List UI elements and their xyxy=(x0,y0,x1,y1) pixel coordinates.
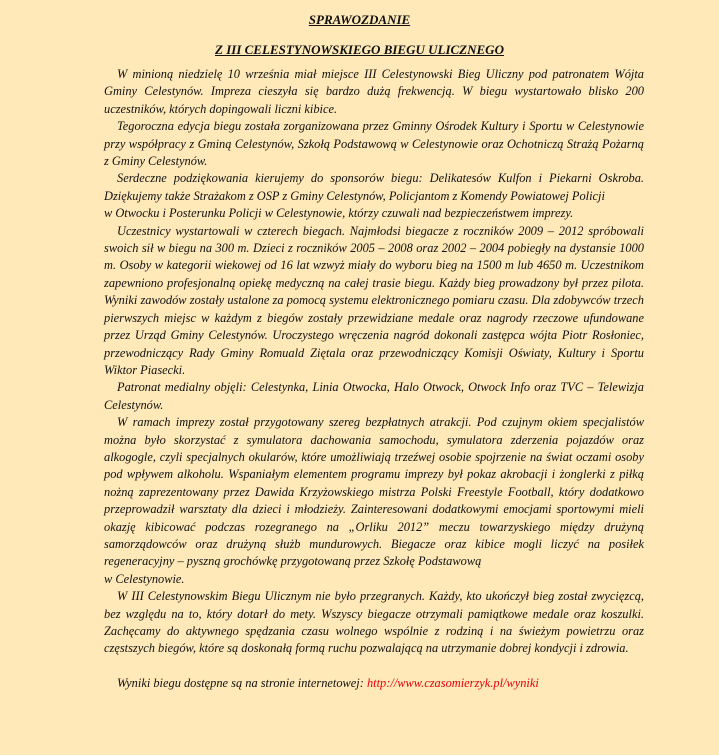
paragraph-media-patrons: Patronat medialny objęli: Celestynka, Linia Otwocka, Halo Otwock, Otwock Info oraz TVC – Telewizja Celestynów. xyxy=(104,380,644,412)
paragraph-intro: W minioną niedzielę 10 września miał miejsce III Celestynowski Bieg Uliczny pod patronatem Wójta Gminy Celestynów. Impreza cieszyła się bardzo dużą frekwencją. W biegu wystartowało blisko 200 uczestników, których dopingowali liczni kibice. xyxy=(104,67,644,116)
results-text: Wyniki biegu dostępne są na stronie internetowej: xyxy=(117,675,367,690)
report-body xyxy=(104,66,644,692)
results-line xyxy=(104,675,644,692)
paragraph-thanks-continued: w Otwocku i Posterunku Policji w Celestynowie, którzy czuwali nad bezpieczeństwem imprezy. xyxy=(104,206,574,221)
paragraph-attractions-continued: w Celestynowie. xyxy=(104,571,185,586)
results-link[interactable]: http://www.czasomierzyk.pl/wyniki xyxy=(366,675,539,690)
paragraph-thanks: Serdeczne podziękowania kierujemy do sponsorów biegu: Delikatesów Kulfon i Piekarni Oskroba. Dziękujemy także Strażakom z OSP z Gminy Celestynów, Policjantom z Komendy Powiatowej Policji xyxy=(104,171,644,203)
report-title xyxy=(0,12,719,58)
paragraph-closing: W III Celestynowskim Biegu Ulicznym nie było przegranych. Każdy, kto ukończył bieg został zwycięzcą, bez względu na to, który dotarł do mety. Wszyscy biegacze otrzymali pamiątkowe medale oraz koszulki. Zachęcamy do aktywnego spędzania czasu wolnego wspólnie z rodziną i na świeżym powietrzu oraz częstszych biegów, które są doskonałą formą ruchu pozwalającą na utrzymanie dobrej kondycji i zdrowia. xyxy=(104,589,644,656)
paragraph-organizers: Tegoroczna edycja biegu została zorganizowana przez Gminny Ośrodek Kultury i Sportu w Celestynowie przy współpracy z Gminą Celestynów, Szkołą Podstawową w Celestynowie oraz Ochotniczą Strażą Pożarną z Gminy Celestynów. xyxy=(104,119,644,169)
paragraph-attractions: W ramach imprezy został przygotowany szereg bezpłatnych atrakcji. Pod czujnym okiem specjalistów można było skorzystać z symulatora dachowania samochodu, symulatora zderzenia pojazdów oraz alkogogle, czyli specjalnych okularów, które umożliwiają trzeźwej osobie spojrzenie na świat oczami osoby pod wpływem alkoholu. Wspaniałym elementem programu imprezy był pokaz akrobacji i żonglerki z piłką nożną zaprezentowany przez Dawida Krzyżowskiego mistrza Polski Freestyle Football, który dodatkowo przeprowadził warsztaty dla dzieci i młodzieży. Zainteresowani dodatkowymi emocjami sportowymi mieli okazję kibicować podczas rozegranego na „Orliku 2012” meczu towarzyskiego między drużyną samorządowców oraz drużyną służb mundurowych. Biegacze oraz kibice mogli liczyć na posiłek regeneracyjny – pyszną grochówkę przygotowaną przez Szkołę Podstawową xyxy=(104,415,644,569)
title-line-2: Z III CELESTYNOWSKIEGO BIEGU ULICZNEGO xyxy=(215,42,504,57)
paragraph-races: Uczestnicy wystartowali w czterech biegach. Najmłodsi biegacze z roczników 2009 – 2012 spróbowali swoich sił w biegu na 300 m. Dzieci z roczników 2005 – 2008 oraz 2002 – 2004 pobiegły na dystansie 1000 m. Osoby w kategorii wiekowej od 16 lat wzwyż miały do wyboru bieg na 1500 m lub 4650 m. Uczestnikom zapewniono profesjonalną opiekę medyczną na całej trasie biegu. Każdy bieg prowadzony był przez pilota. Wyniki zawodów zostały ustalone za pomocą systemu elektronicznego pomiaru czasu. Dla zdobywców trzech pierwszych miejsc w każdym z biegów zostały przewidziane medale oraz nagrody rzeczowe ufundowane przez Urząd Gminy Celestynów. Uroczystego wręczenia nagród dokonali zastępca wójta Piotr Rosłoniec, przewodniczący Rady Gminy Romuald Ziętala oraz przewodniczący Komisji Oświaty, Kultury i Sportu Wiktor Piasecki. xyxy=(104,223,644,377)
title-line-1: SPRAWOZDANIE xyxy=(308,12,411,27)
